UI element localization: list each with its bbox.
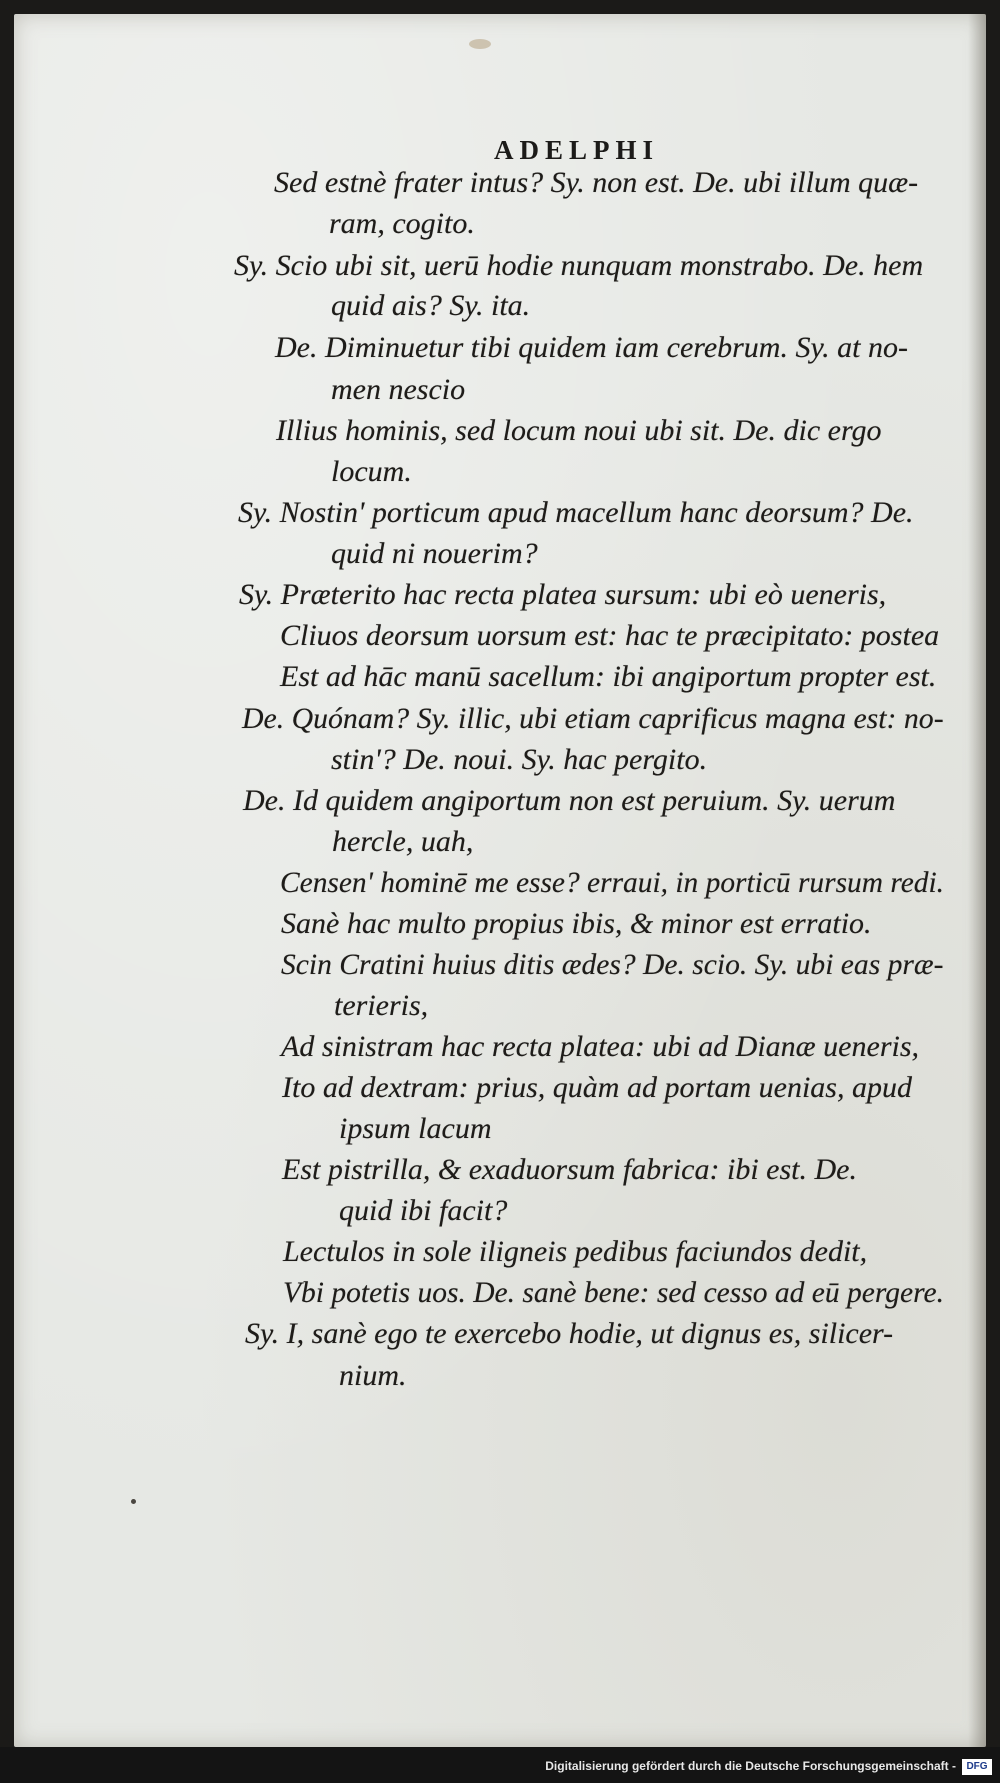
text-line: De. Id quidem angiportum non est peruium. Sy. uerum [243, 784, 896, 817]
text-line: Scin Cratini huius ditis ædes? De. scio. Sy. ubi eas præ- [281, 948, 944, 981]
ink-speck [469, 39, 491, 49]
text-line: nium. [339, 1359, 407, 1392]
page-edge-shadow [968, 14, 986, 1747]
text-line: Est ad hāc manū sacellum: ibi angiportum propter est. [280, 660, 937, 693]
text-line: Lectulos in sole iligneis pedibus faciundos dedit, [283, 1235, 868, 1268]
text-line: Vbi potetis uos. De. sanè bene: sed cesso ad eū pergere. [283, 1276, 945, 1309]
text-line: Sy. Præterito hac recta platea sursum: ubi eò ueneris, [239, 578, 887, 611]
funding-credit: Digitalisierung gefördert durch die Deutsche Forschungsgemeinschaft - [545, 1759, 956, 1773]
text-line: locum. [331, 455, 412, 488]
text-line: De. Diminuetur tibi quidem iam cerebrum. Sy. at no- [275, 331, 908, 364]
text-line: Censen' hominē me esse? erraui, in porticū rursum redi. [280, 866, 945, 899]
text-line: Ad sinistram hac recta platea: ubi ad Dianæ ueneris, [281, 1030, 919, 1063]
running-head: ADELPHI [494, 135, 660, 165]
text-line: quid ni nouerim? [331, 537, 538, 570]
ink-speck [131, 1499, 136, 1504]
text-line: Ito ad dextram: prius, quàm ad portam uenias, apud [282, 1071, 912, 1104]
text-line: Sy. I, sanè ego te exercebo hodie, ut dignus es, silicer- [245, 1317, 894, 1350]
text-line: ram, cogito. [329, 207, 475, 240]
text-line: ipsum lacum [339, 1112, 492, 1145]
digitization-footer [0, 1747, 1000, 1783]
text-line: Sy. Scio ubi sit, uerū hodie nunquam monstrabo. De. hem [234, 249, 924, 282]
dfg-logo: DFG [962, 1759, 992, 1775]
text-line: De. Quónam? Sy. illic, ubi etiam caprificus magna est: no- [242, 702, 944, 735]
text-line: Illius hominis, sed locum noui ubi sit. De. dic ergo [276, 414, 882, 447]
text-line: hercle, uah, [332, 825, 474, 858]
text-line: terieris, [334, 989, 429, 1022]
text-line: Sanè hac multo propius ibis, & minor est erratio. [281, 907, 872, 940]
text-line: quid ibi facit? [339, 1194, 508, 1227]
book-page [14, 14, 986, 1747]
text-line: Sy. Nostin' porticum apud macellum hanc deorsum? De. [238, 496, 914, 529]
text-line: Sed estnè frater intus? Sy. non est. De. ubi illum quæ- [274, 166, 919, 199]
text-line: quid ais? Sy. ita. [331, 289, 531, 322]
text-line: men nescio [331, 373, 466, 406]
text-line: Cliuos deorsum uorsum est: hac te præcipitato: postea [280, 619, 940, 652]
text-line: stin'? De. noui. Sy. hac pergito. [331, 743, 708, 776]
text-line: Est pistrilla, & exaduorsum fabrica: ibi est. De. [282, 1153, 857, 1186]
